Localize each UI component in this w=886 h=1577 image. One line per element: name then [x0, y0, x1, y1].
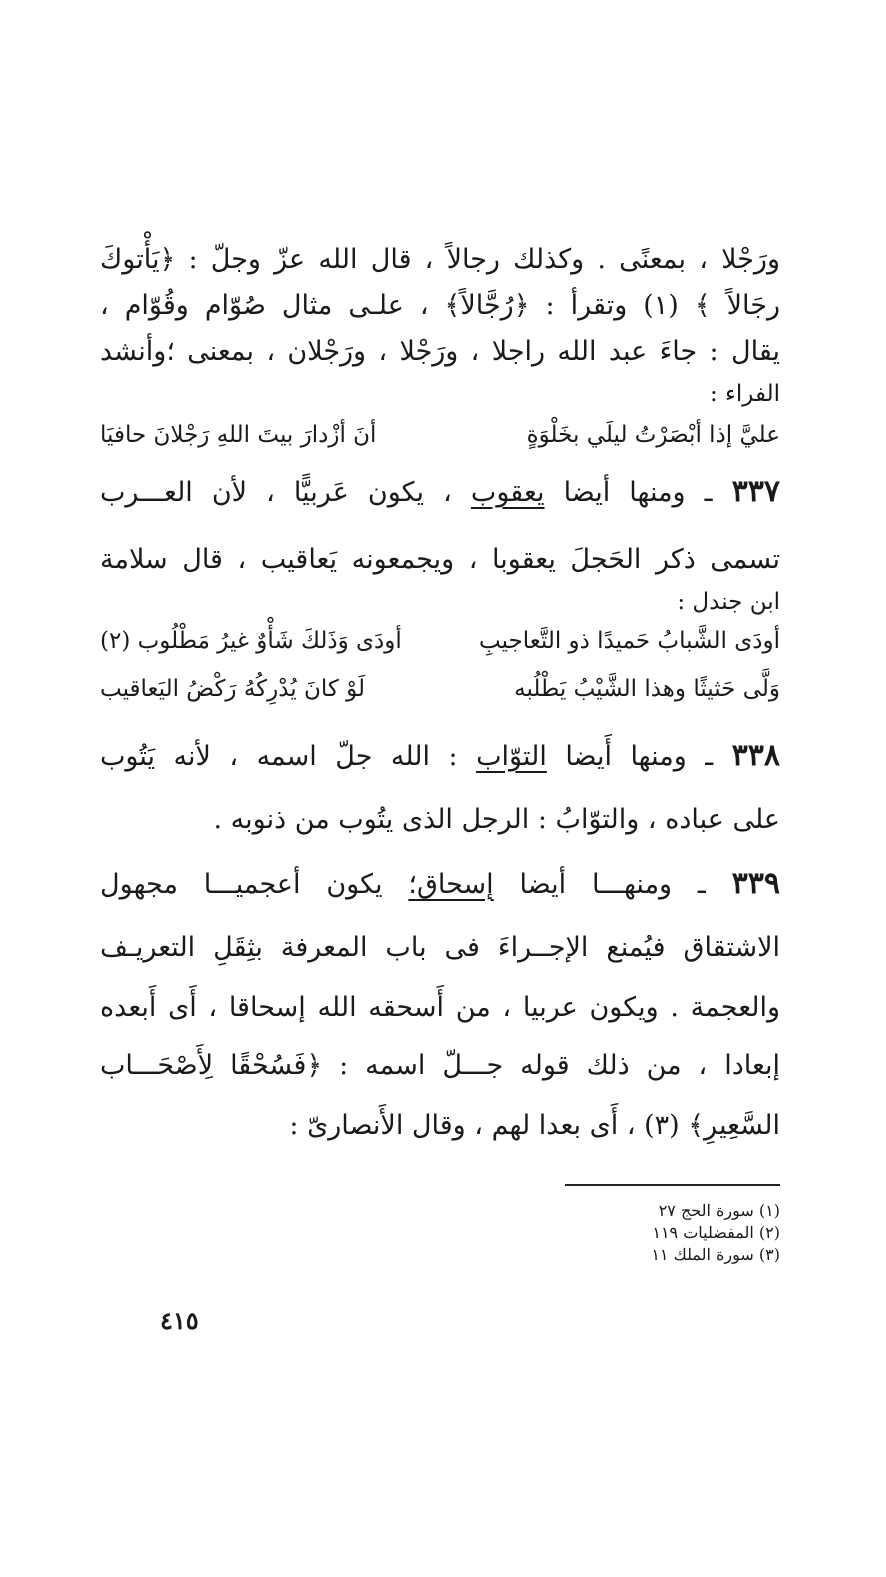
text-line-339-4: السَّعِيرِ﴾ (٣) ، أَى بعدا لهم ، وقال الأَنصارىّ :: [289, 1110, 780, 1141]
entry-338-heading-line: [100, 736, 780, 777]
footnote-1: (١) سورة الحج ٢٧: [658, 1201, 780, 1220]
entry-339-headword: إسحاق؛: [408, 869, 494, 900]
footnote-3: (٣) سورة الملك ١١: [651, 1245, 780, 1264]
entry-339-rest: يكون أعجميـــا مجهول: [100, 869, 383, 900]
footnote-separator: [565, 1184, 780, 1186]
entry-337-headword: يعقوب: [470, 477, 545, 508]
verse-3-second-hemistich: لَوْ كانَ يُدْرِكُهُ رَكْضُ اليَعاقيب: [100, 676, 366, 702]
text-line-337-2: ابن جندل :: [677, 589, 780, 615]
text-line-2: رجَالاً ﴾ (١) وتقرأ : ﴿رُجَّالاً﴾ ، علـى مثال صُوّام وقُوّام ،: [100, 290, 781, 321]
footnotes: [560, 1200, 780, 1266]
entry-339-heading-line: [100, 864, 780, 905]
text-line-339-2: والعجمة . ويكون عربيا ، من أَسحقه الله إسحاقا ، أَى أَبعده: [100, 992, 780, 1023]
text-line-339-3: إبعادا ، من ذلك قوله جـــلّ اسمه : ﴿فَسُحْقًا لِأَصْحَـــاب: [100, 1050, 780, 1081]
verse-3: [100, 672, 780, 706]
entry-number-339: ٣٣٩: [731, 866, 780, 901]
entry-337-heading-line: [100, 472, 780, 513]
entry-339-intro: ـ ومنهـــا أيضا: [519, 869, 706, 900]
entry-338-headword: التوّاب: [476, 741, 547, 772]
page-number: ٤١٥: [160, 1306, 199, 1335]
verse-2-first-hemistich: أودَى الشَّبابُ حَميدًا ذو التَّعاجيبِ: [479, 628, 780, 654]
text-line-338-1: على عباده ، والتوّابُ : الرجل الذى يتُوب من ذنوبه .: [213, 804, 780, 835]
entry-338-rest: : الله جلّ اسمه ، لأنه يَتُوب: [100, 741, 458, 772]
verse-2-second-hemistich: أودَى وَذَلكَ شَأْوٌ غيرُ مَطْلُوب (٢): [100, 628, 402, 654]
verse-1: [100, 418, 780, 452]
text-line-337-1: تسمى ذكر الحَجلَ يعقوبا ، ويجمعونه يَعاقيب ، قال سلامة: [100, 544, 780, 575]
entry-number-337: ٣٣٧: [731, 474, 780, 509]
verse-1-second-hemistich: أنَ أزْدارَ بيتَ اللهِ رَجْلانَ حافيَا: [100, 422, 377, 448]
entry-337-rest: ، يكون عَربيًّا ، لأن العـــرب: [100, 477, 452, 508]
entry-338-intro: ـ ومنها أَيضا: [565, 741, 714, 772]
verse-3-first-hemistich: وَلَّى حَثيثًا وهذا الشَّيْبُ يَطْلُبه: [514, 676, 780, 702]
verse-1-first-hemistich: عليَّ إذا أبْصَرْتُ ليلَي بخَلْوَةٍ: [526, 422, 780, 448]
text-line-3: يقال : جاءَ عبد الله راجلا ، ورَجْلا ، ورَجْلان ، بمعنى ؛وأنشد: [100, 336, 780, 367]
footnote-2: (٢) المفضليات ١١٩: [652, 1223, 780, 1242]
text-line-1: ورَجْلا ، بمعنًى . وكذلك رجالاً ، قال الله عزّ وجلّ : ﴿يَأْتوكَ: [100, 244, 780, 275]
text-line-339-1: الاشتقاق فيُمنع الإجــراءَ فى باب المعرفة بثِقَلِ التعريـف: [100, 932, 780, 963]
entry-number-338: ٣٣٨: [731, 738, 780, 773]
verse-2: [100, 624, 780, 658]
entry-337-intro: ـ ومنها أيضا: [563, 477, 713, 508]
text-line-4: الفراء :: [710, 381, 780, 407]
